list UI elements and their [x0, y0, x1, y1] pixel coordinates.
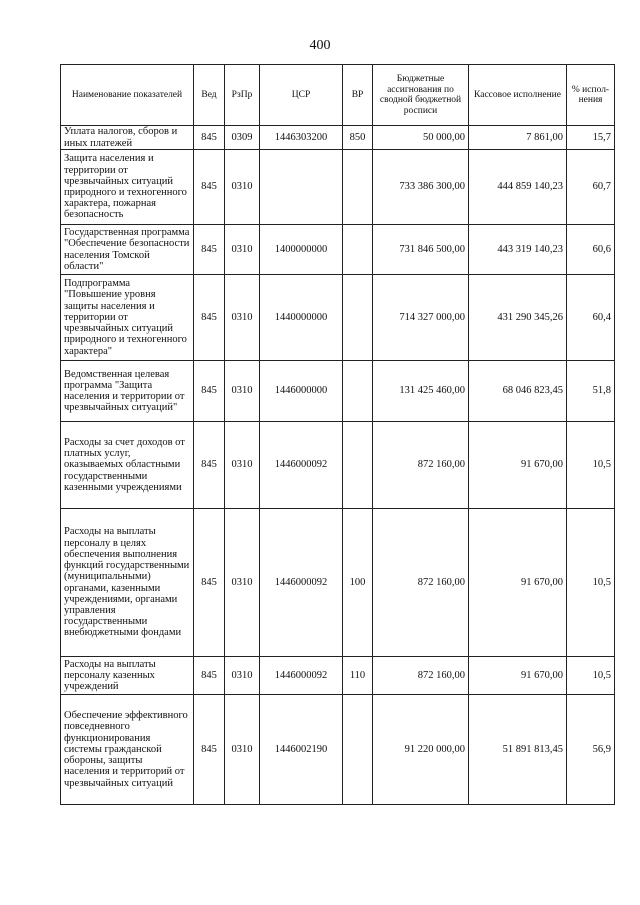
- row-budget: 872 160,00: [373, 657, 469, 695]
- row-cash: 444 859 140,23: [469, 150, 567, 225]
- row-cash: 51 891 813,45: [469, 695, 567, 805]
- row-csr: 1446000092: [260, 509, 343, 657]
- row-cash: 443 319 140,23: [469, 225, 567, 275]
- header-budget: Бюджетные ассигнования по сводной бюджетной росписи: [373, 65, 469, 126]
- row-vr: [343, 422, 373, 509]
- table-row: [61, 422, 615, 509]
- header-csr: ЦСР: [260, 65, 343, 126]
- row-name: Расходы на выплаты персоналу казенных учреждений: [61, 657, 194, 695]
- row-rzpr: 0310: [225, 509, 260, 657]
- row-ved: 845: [194, 126, 225, 150]
- row-ved: 845: [194, 422, 225, 509]
- row-name: Расходы на выплаты персоналу в целях обеспечения выполнения функций государственными (муниципальными) органами, казенными учреждениями, органами управления государственными внебюджетными фондами: [61, 509, 194, 657]
- row-vr: [343, 225, 373, 275]
- row-rzpr: 0310: [225, 657, 260, 695]
- header-rzpr: РзПр: [225, 65, 260, 126]
- table-row: [61, 657, 615, 695]
- row-budget: 131 425 460,00: [373, 361, 469, 422]
- row-rzpr: 0310: [225, 422, 260, 509]
- row-budget: 714 327 000,00: [373, 275, 469, 361]
- row-ved: 845: [194, 695, 225, 805]
- row-cash: 91 670,00: [469, 657, 567, 695]
- row-budget: 50 000,00: [373, 126, 469, 150]
- table-row: [61, 509, 615, 657]
- row-name: Подпрограмма "Повышение уровня защиты населения и территории от чрезвычайных ситуаций природного и техногенного характера": [61, 275, 194, 361]
- row-rzpr: 0310: [225, 275, 260, 361]
- row-pct: 10,5: [567, 657, 615, 695]
- row-budget: 91 220 000,00: [373, 695, 469, 805]
- row-rzpr: 0310: [225, 361, 260, 422]
- row-name: Ведомственная целевая программа "Защита населения и территории от чрезвычайных ситуаций": [61, 361, 194, 422]
- table-row: [61, 361, 615, 422]
- row-ved: 845: [194, 509, 225, 657]
- row-name: Государственная программа "Обеспечение безопасности населения Томской области": [61, 225, 194, 275]
- row-pct: 56,9: [567, 695, 615, 805]
- row-ved: 845: [194, 150, 225, 225]
- row-name: Защита населения и территории от чрезвычайных ситуаций природного и техногенного характера, пожарная безопасность: [61, 150, 194, 225]
- row-vr: 110: [343, 657, 373, 695]
- row-csr: 1446303200: [260, 126, 343, 150]
- row-vr: [343, 150, 373, 225]
- table-row: [61, 695, 615, 805]
- row-budget: 731 846 500,00: [373, 225, 469, 275]
- row-vr: [343, 275, 373, 361]
- row-rzpr: 0310: [225, 150, 260, 225]
- row-rzpr: 0310: [225, 225, 260, 275]
- row-ved: 845: [194, 361, 225, 422]
- budget-execution-table: [60, 64, 615, 805]
- row-rzpr: 0310: [225, 695, 260, 805]
- header-vr: ВР: [343, 65, 373, 126]
- row-vr: [343, 361, 373, 422]
- row-cash: 68 046 823,45: [469, 361, 567, 422]
- row-pct: 10,5: [567, 509, 615, 657]
- header-cash: Кассовое исполнение: [469, 65, 567, 126]
- row-csr: 1446000000: [260, 361, 343, 422]
- table-row: [61, 275, 615, 361]
- row-csr: 1400000000: [260, 225, 343, 275]
- row-csr: 1446000092: [260, 657, 343, 695]
- row-vr: 100: [343, 509, 373, 657]
- table-row: [61, 225, 615, 275]
- header-ved: Вед: [194, 65, 225, 126]
- table-row: [61, 126, 615, 150]
- row-pct: 60,6: [567, 225, 615, 275]
- row-budget: 733 386 300,00: [373, 150, 469, 225]
- row-name: Уплата налогов, сборов и иных платежей: [61, 126, 194, 150]
- table-header-row: [61, 65, 615, 126]
- table-row: [61, 150, 615, 225]
- row-cash: 91 670,00: [469, 509, 567, 657]
- row-pct: 15,7: [567, 126, 615, 150]
- row-vr: 850: [343, 126, 373, 150]
- row-csr: 1446000092: [260, 422, 343, 509]
- row-ved: 845: [194, 275, 225, 361]
- row-name: Расходы за счет доходов от платных услуг, оказываемых областными государственными казенными учреждениями: [61, 422, 194, 509]
- row-budget: 872 160,00: [373, 509, 469, 657]
- row-pct: 60,7: [567, 150, 615, 225]
- row-pct: 51,8: [567, 361, 615, 422]
- row-budget: 872 160,00: [373, 422, 469, 509]
- header-name: Наименование показателей: [61, 65, 194, 126]
- row-ved: 845: [194, 225, 225, 275]
- row-csr: [260, 150, 343, 225]
- row-pct: 60,4: [567, 275, 615, 361]
- row-rzpr: 0309: [225, 126, 260, 150]
- header-pct: % испол-нения: [567, 65, 615, 126]
- page-number: 400: [309, 38, 331, 53]
- row-name: Обеспечение эффективного повседневного функционирования системы гражданской обороны, защиты населения и территорий от чрезвычайных ситуаций: [61, 695, 194, 805]
- row-csr: 1446002190: [260, 695, 343, 805]
- row-cash: 91 670,00: [469, 422, 567, 509]
- row-csr: 1440000000: [260, 275, 343, 361]
- row-cash: 431 290 345,26: [469, 275, 567, 361]
- row-vr: [343, 695, 373, 805]
- row-ved: 845: [194, 657, 225, 695]
- row-pct: 10,5: [567, 422, 615, 509]
- row-cash: 7 861,00: [469, 126, 567, 150]
